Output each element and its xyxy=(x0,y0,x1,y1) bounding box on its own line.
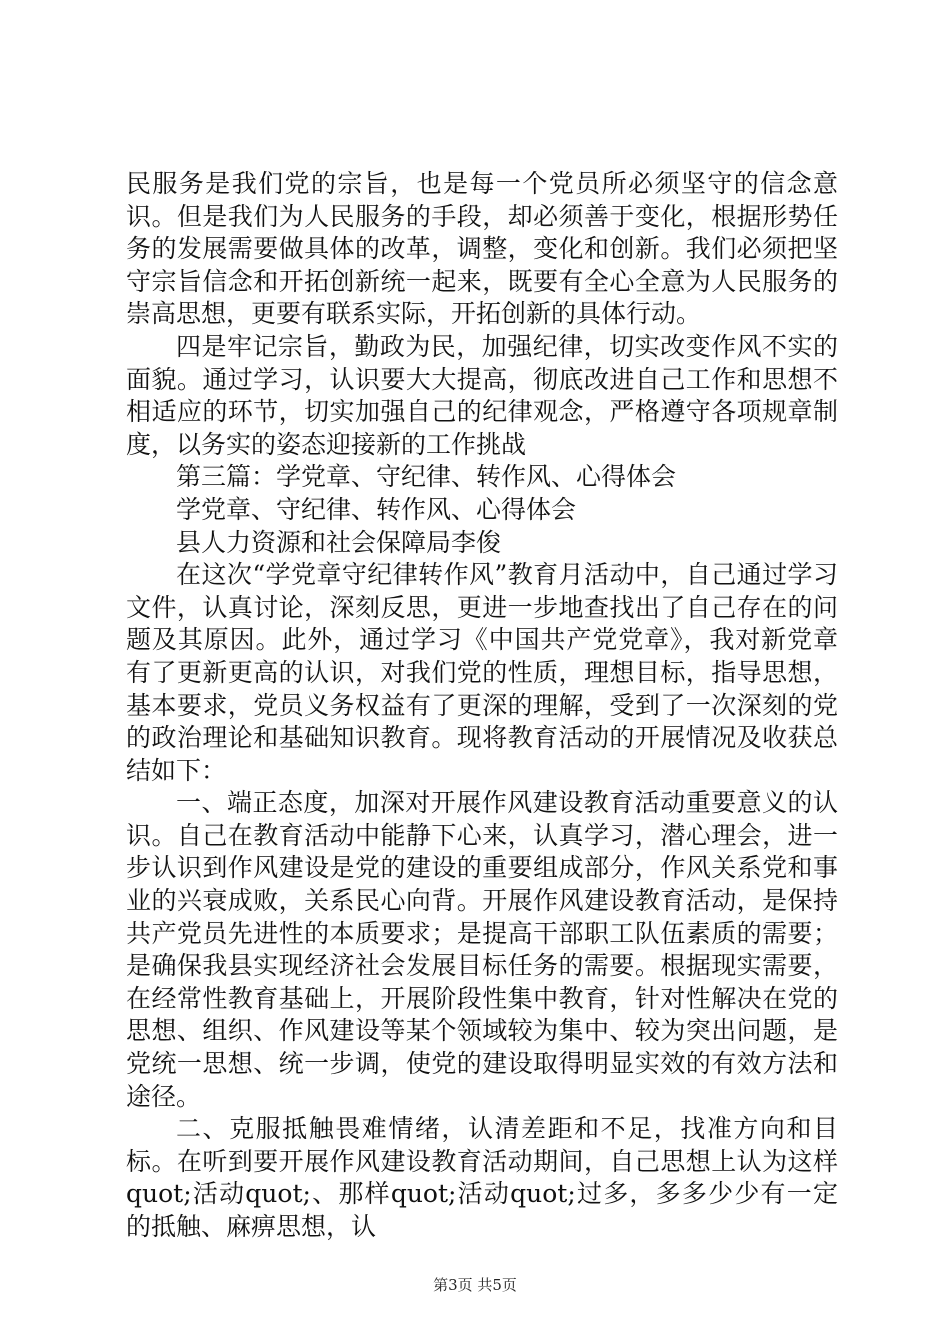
section-heading: 第三篇：学党章、守纪律、转作风、心得体会 xyxy=(176,462,677,492)
paragraph-point-two: 二、克服抵触畏难情绪，认清差距和不足，找准方向和目标。在听到要开展作风建设教育活动期间，自己思想上认为这样quot;活动quot;、那样quot;活动quot;过多，多多少少有一定的抵触、麻痹思想，认 xyxy=(126,1114,838,1241)
paragraph-point-four: 四是牢记宗旨，勤政为民，加强纪律，切实改变作风不实的面貌。通过学习，认识要大大提高，彻底改进自己工作和思想不相适应的环节，切实加强自己的纪律观念，严格遵守各项规章制度，以务实的姿态迎接新的工作挑战 xyxy=(126,331,838,459)
document-body xyxy=(126,168,838,1244)
paragraph-point-one: 一、端正态度，加深对开展作风建设教育活动重要意义的认识。自己在教育活动中能静下心来，认真学习，潜心理会，进一步认识到作风建设是党的建设的重要组成部分，作风关系党和事业的兴衰成败，关系民心向背。开展作风建设教育活动，是保持共产党员先进性的本质要求；是提高干部职工队伍素质的需要；是确保我县实现经济社会发展目标任务的需要。根据现实需要，在经常性教育基础上，开展阶段性集中教育，针对性解决在党的思想、组织、作风建设等某个领域较为集中、较为突出问题，是党统一思想、统一步调，使党的建设取得明显实效的有效方法和途径。 xyxy=(126,788,838,1111)
author-line: 县人力资源和社会保障局李俊 xyxy=(176,527,502,557)
article-title: 学党章、守纪律、转作风、心得体会 xyxy=(176,494,577,524)
paragraph-continuation: 民服务是我们党的宗旨，也是每一个党员所必须坚守的信念意识。但是我们为人民服务的手段，却必须善于变化，根据形势任务的发展需要做具体的改革，调整，变化和创新。我们必须把坚守宗旨信念和开拓创新统一起来，既要有全心全意为人民服务的崇高思想，更要有联系实际，开拓创新的具体行动。 xyxy=(126,169,838,329)
page-number-footer: 第3页 共5页 xyxy=(433,1276,517,1294)
paragraph-intro: 在这次“学党章守纪律转作风”教育月活动中，自己通过学习文件，认真讨论，深刻反思，更进一步地查找出了自己存在的问题及其原因。此外，通过学习《中国共产党党章》，我对新党章有了更新更高的认识，对我们党的性质，理想目标，指导思想，基本要求，党员义务权益有了更深的理解，受到了一次深刻的党的政治理论和基础知识教育。现将教育活动的开展情况及收获总结如下： xyxy=(126,560,838,785)
